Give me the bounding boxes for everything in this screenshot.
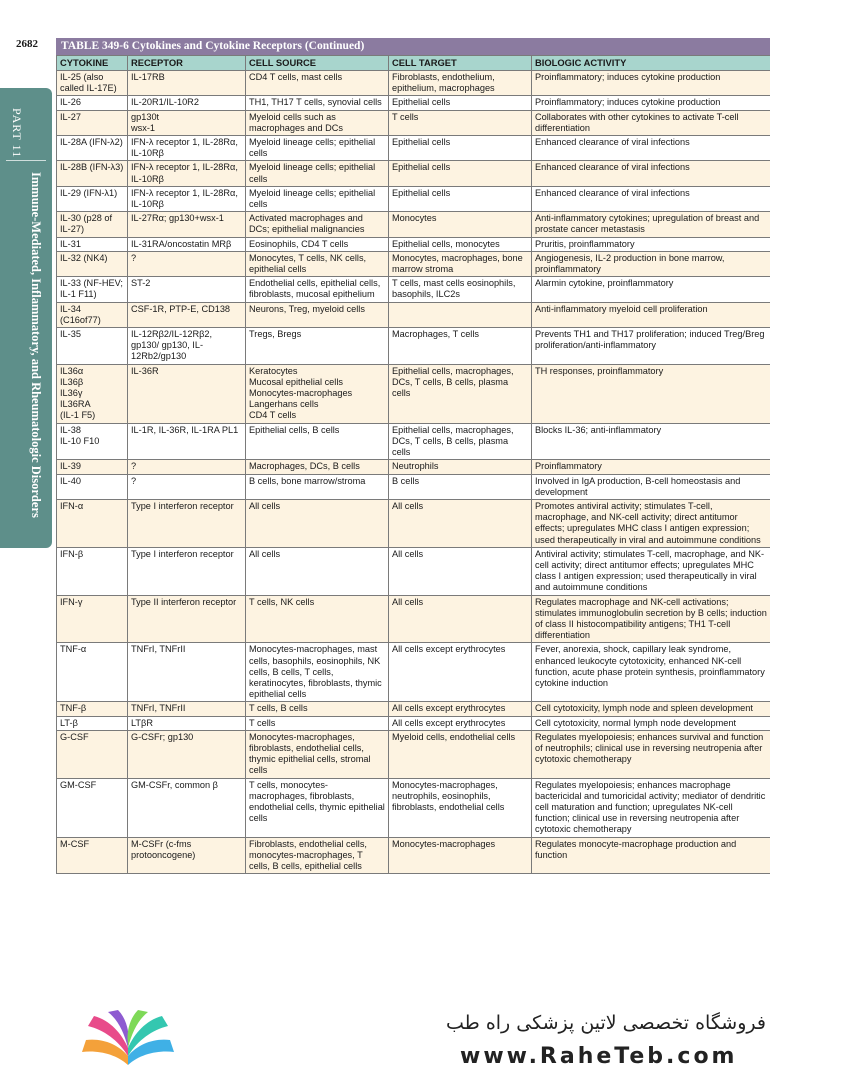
cell-receptor: IFN-λ receptor 1, IL-28Rα, IL-10Rβ bbox=[128, 136, 246, 161]
cell-cell-target: Fibroblasts, endothelium, epithelium, macrophages bbox=[389, 71, 532, 96]
cell-cytokine: IL-34 (C16of77) bbox=[57, 302, 128, 327]
table-row bbox=[57, 778, 771, 837]
cell-cell-source: Macrophages, DCs, B cells bbox=[246, 460, 389, 474]
cell-cell-target: All cells except erythrocytes bbox=[389, 643, 532, 702]
cell-cytokine: IL-28B (IFN-λ3) bbox=[57, 161, 128, 186]
column-header-receptor: RECEPTOR bbox=[128, 56, 246, 71]
cell-cell-target: T cells bbox=[389, 110, 532, 135]
cell-receptor: Type I interferon receptor bbox=[128, 547, 246, 595]
cell-cell-target: Monocytes-macrophages, neutrophils, eosinophils, fibroblasts, endothelial cells bbox=[389, 778, 532, 837]
cell-cell-target: Monocytes-macrophages bbox=[389, 837, 532, 874]
table-row bbox=[57, 730, 771, 778]
table-row bbox=[57, 716, 771, 730]
cell-receptor: gp130t wsx-1 bbox=[128, 110, 246, 135]
table-row bbox=[57, 136, 771, 161]
cell-cell-source: All cells bbox=[246, 547, 389, 595]
cell-cell-target: Epithelial cells bbox=[389, 161, 532, 186]
cytokine-table-container bbox=[56, 38, 770, 874]
cell-cytokine: IFN-γ bbox=[57, 595, 128, 643]
cell-cell-target: Epithelial cells, macrophages, DCs, T cells, B cells, plasma cells bbox=[389, 423, 532, 460]
cell-cytokine: IL-33 (NF-HEV; IL-1 F11) bbox=[57, 277, 128, 302]
cell-cell-target: All cells bbox=[389, 499, 532, 547]
cell-cell-target: All cells bbox=[389, 595, 532, 643]
cell-biologic-activity: Anti-inflammatory myeloid cell proliferation bbox=[532, 302, 771, 327]
cell-cytokine: IL-30 (p28 of IL-27) bbox=[57, 212, 128, 237]
part-label: PART 11 bbox=[10, 108, 24, 159]
section-label: Immune-Mediated, Inflammatory, and Rheumatologic Disorders bbox=[29, 172, 43, 518]
cell-biologic-activity: Collaborates with other cytokines to activate T-cell differentiation bbox=[532, 110, 771, 135]
cell-cell-target: Myeloid cells, endothelial cells bbox=[389, 730, 532, 778]
cell-cytokine: TNF-α bbox=[57, 643, 128, 702]
cell-receptor: GM-CSFr, common β bbox=[128, 778, 246, 837]
cell-cell-source: B cells, bone marrow/stroma bbox=[246, 474, 389, 499]
cell-biologic-activity: Enhanced clearance of viral infections bbox=[532, 186, 771, 211]
cell-cell-target: Neutrophils bbox=[389, 460, 532, 474]
cell-cell-source: Activated macrophages and DCs; epithelial malignancies bbox=[246, 212, 389, 237]
column-header-cytokine: CYTOKINE bbox=[57, 56, 128, 71]
column-header-cell-source: CELL SOURCE bbox=[246, 56, 389, 71]
cell-cell-source: TH1, TH17 T cells, synovial cells bbox=[246, 96, 389, 110]
cell-biologic-activity: Enhanced clearance of viral infections bbox=[532, 136, 771, 161]
cell-receptor: IL-17RB bbox=[128, 71, 246, 96]
cell-receptor: ? bbox=[128, 474, 246, 499]
cell-cell-target: Epithelial cells, macrophages, DCs, T cells, B cells, plasma cells bbox=[389, 364, 532, 423]
cell-cytokine: IL-38 IL-10 F10 bbox=[57, 423, 128, 460]
cell-cell-source: Myeloid lineage cells; epithelial cells bbox=[246, 161, 389, 186]
cell-receptor: IFN-λ receptor 1, IL-28Rα, IL-10Rβ bbox=[128, 186, 246, 211]
cell-cytokine: GM-CSF bbox=[57, 778, 128, 837]
cell-receptor: LTβR bbox=[128, 716, 246, 730]
cell-receptor: ? bbox=[128, 460, 246, 474]
table-row bbox=[57, 643, 771, 702]
cell-receptor: IL-27Rα; gp130+wsx-1 bbox=[128, 212, 246, 237]
cell-biologic-activity: Proinflammatory bbox=[532, 460, 771, 474]
cell-cell-source: Monocytes-macrophages, mast cells, basophils, eosinophils, NK cells, B cells, T cells, keratinocytes, fibroblasts, thymic epithelial cells bbox=[246, 643, 389, 702]
cell-cytokine: IL-35 bbox=[57, 328, 128, 365]
part-side-tab bbox=[0, 88, 52, 548]
cell-cell-source: T cells, monocytes-macrophages, fibroblasts, endothelial cells, thymic epithelial cells bbox=[246, 778, 389, 837]
cell-cell-source: T cells bbox=[246, 716, 389, 730]
table-row bbox=[57, 186, 771, 211]
table-row bbox=[57, 474, 771, 499]
cell-cytokine: G-CSF bbox=[57, 730, 128, 778]
cell-biologic-activity: Cell cytotoxicity, normal lymph node development bbox=[532, 716, 771, 730]
cell-receptor: IL-36R bbox=[128, 364, 246, 423]
cell-cell-source: Myeloid lineage cells; epithelial cells bbox=[246, 136, 389, 161]
cell-biologic-activity: Blocks IL-36; anti-inflammatory bbox=[532, 423, 771, 460]
cell-biologic-activity: Proinflammatory; induces cytokine production bbox=[532, 96, 771, 110]
cell-cell-target: B cells bbox=[389, 474, 532, 499]
cell-biologic-activity: Regulates myelopoiesis; enhances macrophage bactericidal and tumoricidal activity; mediator of dendritic cell maturation and function; upregulates NK-cell function; clinical use in reversing neutropenia after cytotoxic chemotherapy bbox=[532, 778, 771, 837]
cell-receptor: IL-12Rβ2/IL-12Rβ2, gp130/ gp130, IL-12Rb2/gp130 bbox=[128, 328, 246, 365]
cell-cytokine: IL-40 bbox=[57, 474, 128, 499]
cell-cytokine: IL-29 (IFN-λ1) bbox=[57, 186, 128, 211]
table-row bbox=[57, 212, 771, 237]
cell-biologic-activity: Regulates myelopoiesis; enhances survival and function of neutrophils; clinical use in reversing neutropenia after cytotoxic chemotherapy bbox=[532, 730, 771, 778]
cell-receptor: ? bbox=[128, 251, 246, 276]
cell-cell-target: Epithelial cells, monocytes bbox=[389, 237, 532, 251]
cell-biologic-activity: Antiviral activity; stimulates T-cell, macrophage, and NK-cell activity; direct antitumor effects; upregulates MHC class I antigen expression; used therapeutically in viral and autoimmune conditions bbox=[532, 547, 771, 595]
cell-cell-target: Epithelial cells bbox=[389, 136, 532, 161]
table-row bbox=[57, 547, 771, 595]
cell-cell-target: T cells, mast cells eosinophils, basophils, ILC2s bbox=[389, 277, 532, 302]
ad-persian-text: فروشگاه تخصصی لاتین پزشکی راه طب bbox=[446, 1012, 766, 1034]
column-header-biologic-activity: BIOLOGIC ACTIVITY bbox=[532, 56, 771, 71]
cell-cell-target: Epithelial cells bbox=[389, 96, 532, 110]
cell-cell-source: Myeloid lineage cells; epithelial cells bbox=[246, 186, 389, 211]
cell-cytokine: IFN-α bbox=[57, 499, 128, 547]
table-row bbox=[57, 71, 771, 96]
cell-receptor: CSF-1R, PTP-E, CD138 bbox=[128, 302, 246, 327]
table-row bbox=[57, 237, 771, 251]
cell-cell-source: Myeloid cells such as macrophages and DCs bbox=[246, 110, 389, 135]
cell-receptor: Type I interferon receptor bbox=[128, 499, 246, 547]
cell-cytokine: LT-β bbox=[57, 716, 128, 730]
cell-cell-source: Monocytes, T cells, NK cells, epithelial cells bbox=[246, 251, 389, 276]
cell-cytokine: IL-32 (NK4) bbox=[57, 251, 128, 276]
cell-receptor: G-CSFr; gp130 bbox=[128, 730, 246, 778]
table-row bbox=[57, 364, 771, 423]
cell-cell-source: T cells, NK cells bbox=[246, 595, 389, 643]
cell-cytokine: IL-25 (also called IL-17E) bbox=[57, 71, 128, 96]
cell-cell-target bbox=[389, 302, 532, 327]
cell-cell-source: Fibroblasts, endothelial cells, monocytes-macrophages, T cells, B cells, epithelial cells bbox=[246, 837, 389, 874]
part-divider bbox=[6, 160, 46, 161]
cell-biologic-activity: Angiogenesis, IL-2 production in bone marrow, proinflammatory bbox=[532, 251, 771, 276]
table-row bbox=[57, 423, 771, 460]
cytokine-table bbox=[56, 55, 770, 874]
cell-receptor: IL-20R1/IL-10R2 bbox=[128, 96, 246, 110]
cell-cytokine: IL-26 bbox=[57, 96, 128, 110]
cell-cell-source: Monocytes-macrophages, fibroblasts, endothelial cells, thymic epithelial cells, stromal cells bbox=[246, 730, 389, 778]
table-body bbox=[57, 71, 771, 874]
table-row bbox=[57, 251, 771, 276]
table-row bbox=[57, 460, 771, 474]
page-number: 2682 bbox=[16, 38, 38, 50]
cell-biologic-activity: Enhanced clearance of viral infections bbox=[532, 161, 771, 186]
cell-cytokine: IL-39 bbox=[57, 460, 128, 474]
cell-cell-source: Neurons, Treg, myeloid cells bbox=[246, 302, 389, 327]
cell-biologic-activity: Alarmin cytokine, proinflammatory bbox=[532, 277, 771, 302]
cell-receptor: TNFrI, TNFrII bbox=[128, 643, 246, 702]
table-header-row bbox=[57, 56, 771, 71]
cell-biologic-activity: Pruritis, proinflammatory bbox=[532, 237, 771, 251]
cell-cell-target: All cells except erythrocytes bbox=[389, 702, 532, 716]
cell-cytokine: IL-31 bbox=[57, 237, 128, 251]
table-row bbox=[57, 499, 771, 547]
ad-website-link[interactable]: www.RaheTeb.com bbox=[460, 1044, 738, 1069]
cell-cell-source: Keratocytes Mucosal epithelial cells Monocytes-macrophages Langerhans cells CD4 T cells bbox=[246, 364, 389, 423]
cell-cytokine: M-CSF bbox=[57, 837, 128, 874]
cell-biologic-activity: Cell cytotoxicity, lymph node and spleen development bbox=[532, 702, 771, 716]
table-row bbox=[57, 161, 771, 186]
cell-cell-target: Monocytes bbox=[389, 212, 532, 237]
table-row bbox=[57, 277, 771, 302]
table-row bbox=[57, 595, 771, 643]
table-row bbox=[57, 302, 771, 327]
cell-cell-source: CD4 T cells, mast cells bbox=[246, 71, 389, 96]
cell-cell-target: Monocytes, macrophages, bone marrow stroma bbox=[389, 251, 532, 276]
cell-biologic-activity: Regulates macrophage and NK-cell activations; stimulates immunoglobulin secretion by B cells; induction of class II histocompatibility antigens; TH1 T-cell differentiation bbox=[532, 595, 771, 643]
cell-biologic-activity: Promotes antiviral activity; stimulates T-cell, macrophage, and NK-cell activity; direct antitumor effects; upregulates MHC class I antigen expression; used therapeutically in viral and autoimmune conditions bbox=[532, 499, 771, 547]
cell-cell-target: Macrophages, T cells bbox=[389, 328, 532, 365]
cell-biologic-activity: Anti-inflammatory cytokines; upregulation of breast and prostate cancer metastasis bbox=[532, 212, 771, 237]
cell-cell-source: Tregs, Bregs bbox=[246, 328, 389, 365]
cell-biologic-activity: Fever, anorexia, shock, capillary leak syndrome, enhanced leukocyte cytotoxicity, enhanced NK-cell function, acute phase protein synthesis, proinflammatory cytokine induction bbox=[532, 643, 771, 702]
table-row bbox=[57, 702, 771, 716]
cell-cell-source: T cells, B cells bbox=[246, 702, 389, 716]
cell-cell-source: All cells bbox=[246, 499, 389, 547]
cell-cell-source: Eosinophils, CD4 T cells bbox=[246, 237, 389, 251]
cell-biologic-activity: Prevents TH1 and TH17 proliferation; induced Treg/Breg proliferation/anti-inflammatory bbox=[532, 328, 771, 365]
cell-biologic-activity: TH responses, proinflammatory bbox=[532, 364, 771, 423]
cell-biologic-activity: Regulates monocyte-macrophage production and function bbox=[532, 837, 771, 874]
cell-biologic-activity: Involved in IgA production, B-cell homeostasis and development bbox=[532, 474, 771, 499]
open-book-logo-icon bbox=[78, 1010, 178, 1072]
table-row bbox=[57, 96, 771, 110]
cell-receptor: IL-31RA/oncostatin MRβ bbox=[128, 237, 246, 251]
cell-cytokine: IL-27 bbox=[57, 110, 128, 135]
cell-cytokine: IL36α IL36β IL36γ IL36RA (IL-1 F5) bbox=[57, 364, 128, 423]
cell-receptor: M-CSFr (c-fms protooncogene) bbox=[128, 837, 246, 874]
cell-cell-source: Endothelial cells, epithelial cells, fibroblasts, mucosal epithelium bbox=[246, 277, 389, 302]
cell-cell-target: All cells except erythrocytes bbox=[389, 716, 532, 730]
cell-cytokine: IL-28A (IFN-λ2) bbox=[57, 136, 128, 161]
cell-cell-target: All cells bbox=[389, 547, 532, 595]
column-header-cell-target: CELL TARGET bbox=[389, 56, 532, 71]
cell-cell-source: Epithelial cells, B cells bbox=[246, 423, 389, 460]
cell-receptor: IL-1R, IL-36R, IL-1RA PL1 bbox=[128, 423, 246, 460]
cell-receptor: Type II interferon receptor bbox=[128, 595, 246, 643]
cell-receptor: TNFrI, TNFrII bbox=[128, 702, 246, 716]
table-row bbox=[57, 328, 771, 365]
table-row bbox=[57, 837, 771, 874]
table-row bbox=[57, 110, 771, 135]
cell-cell-target: Epithelial cells bbox=[389, 186, 532, 211]
cell-cytokine: IFN-β bbox=[57, 547, 128, 595]
table-title: TABLE 349-6 Cytokines and Cytokine Receptors (Continued) bbox=[56, 38, 770, 55]
cell-biologic-activity: Proinflammatory; induces cytokine production bbox=[532, 71, 771, 96]
cell-receptor: IFN-λ receptor 1, IL-28Rα, IL-10Rβ bbox=[128, 161, 246, 186]
cell-cytokine: TNF-β bbox=[57, 702, 128, 716]
cell-receptor: ST-2 bbox=[128, 277, 246, 302]
